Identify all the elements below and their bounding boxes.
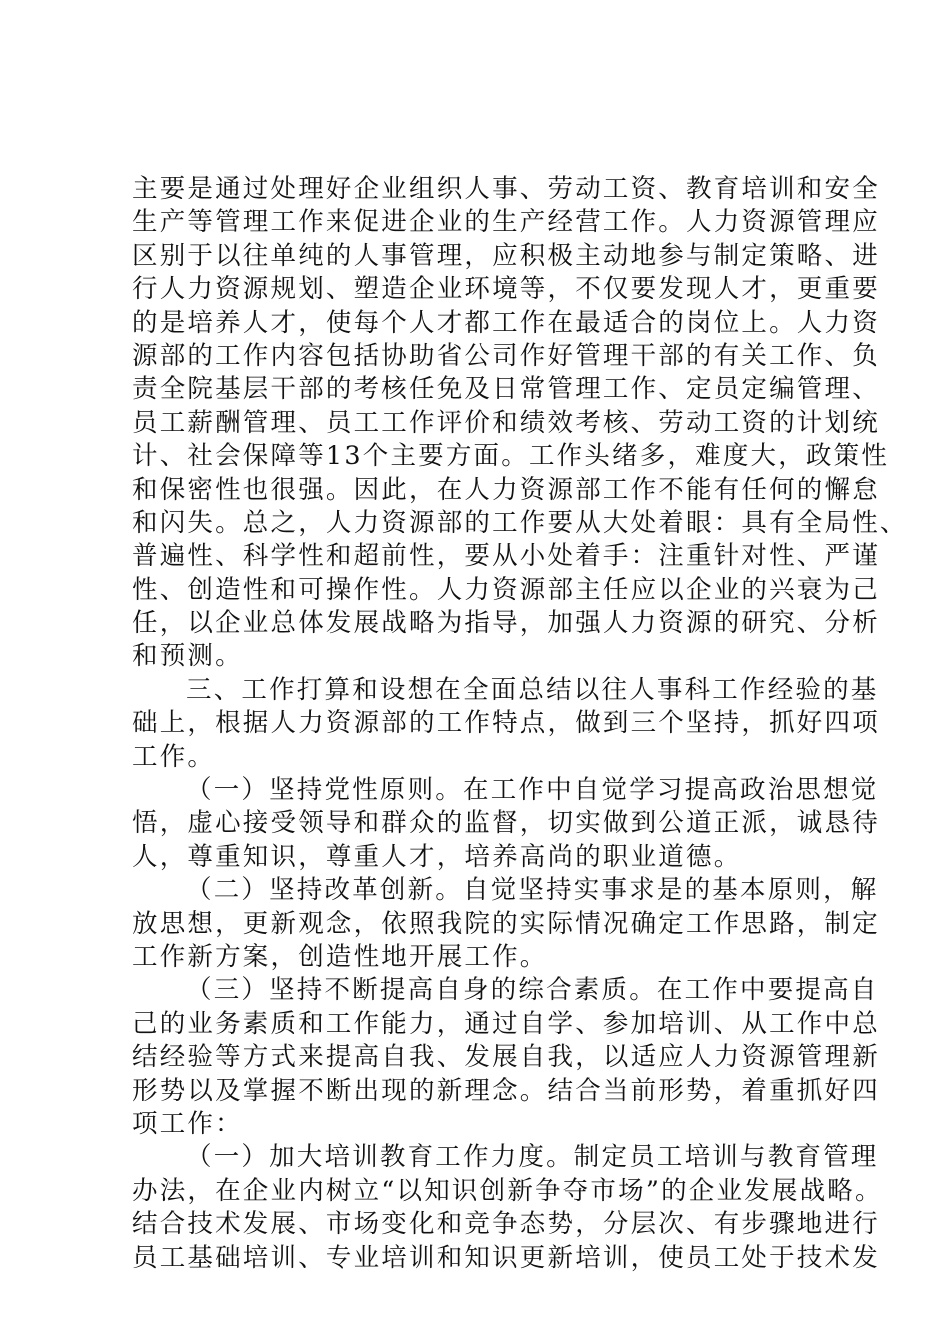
text-line: 性、创造性和可操作性。人力资源部主任应以企业的兴衰为己 [132, 574, 880, 605]
text-line: 责全院基层干部的考核任免及日常管理工作、定员定编管理、 [132, 374, 880, 405]
text-line: 办法，在企业内树立“以知识创新争夺市场”的企业发展战略。 [132, 1175, 883, 1206]
text-line: 和闪失。总之，人力资源部的工作要从大处着眼：具有全局性、 [132, 507, 908, 538]
text-line: 计、社会保障等13个主要方面。工作头绪多，难度大，政策性 [132, 441, 890, 472]
text-line: 任，以企业总体发展战略为指导，加强人力资源的研究、分析 [132, 608, 880, 639]
text-line: 区别于以往单纯的人事管理，应积极主动地参与制定策略、进 [132, 240, 880, 271]
text-line: 员工薪酬管理、员工工作评价和绩效考核、劳动工资的计划统 [132, 407, 880, 438]
section-heading-line: 三、工作打算和设想在全面总结以往人事科工作经验的基 [186, 674, 879, 705]
text-line: 的是培养人才，使每个人才都工作在最适合的岗位上。人力资 [132, 307, 880, 338]
text-line: 形势以及掌握不断出现的新理念。结合当前形势，着重抓好四 [132, 1075, 880, 1106]
list-item-line: （三）坚持不断提高自身的综合素质。在工作中要提高自 [186, 975, 879, 1006]
text-line: 人，尊重知识，尊重人才，培养高尚的职业道德。 [132, 841, 742, 872]
list-item-line: （一）加大培训教育工作力度。制定员工培训与教育管理 [186, 1142, 879, 1173]
text-line: 行人力资源规划、塑造企业环境等，不仅要发现人才，更重要 [132, 274, 880, 305]
text-line: 结经验等方式来提高自我、发展自我，以适应人力资源管理新 [132, 1042, 880, 1073]
text-line: 结合技术发展、市场变化和竞争态势，分层次、有步骤地进行 [132, 1209, 880, 1240]
document-body [132, 173, 908, 1275]
text-line: 悟，虚心接受领导和群众的监督，切实做到公道正派，诚恳待 [132, 808, 880, 839]
text-line: 源部的工作内容包括协助省公司作好管理干部的有关工作、负 [132, 340, 880, 371]
text-line: 主要是通过处理好企业组织人事、劳动工资、教育培训和安全 [132, 174, 880, 204]
text-line: 和预测。 [132, 641, 243, 672]
list-item-line: （二）坚持改革创新。自觉坚持实事求是的基本原则，解 [186, 875, 879, 906]
text-line: 生产等管理工作来促进企业的生产经营工作。人力资源管理应 [132, 207, 880, 238]
text-line: 放思想，更新观念，依照我院的实际情况确定工作思路，制定 [132, 908, 880, 939]
text-line: 工作新方案，创造性地开展工作。 [132, 941, 548, 972]
text-line: 工作。 [132, 741, 216, 772]
text-line: 员工基础培训、专业培训和知识更新培训，使员工处于技术发 [132, 1242, 880, 1273]
text-line: 础上，根据人力资源部的工作特点，做到三个坚持，抓好四项 [132, 708, 880, 739]
text-line: 己的业务素质和工作能力，通过自学、参加培训、从工作中总 [132, 1008, 880, 1039]
text-line: 项工作： [132, 1108, 243, 1139]
text-line: 和保密性也很强。因此，在人力资源部工作不能有任何的懈怠 [132, 474, 880, 505]
list-item-line: （一）坚持党性原则。在工作中自觉学习提高政治思想觉 [186, 775, 879, 806]
text-line: 普遍性、科学性和超前性，要从小处着手：注重针对性、严谨 [132, 541, 880, 572]
